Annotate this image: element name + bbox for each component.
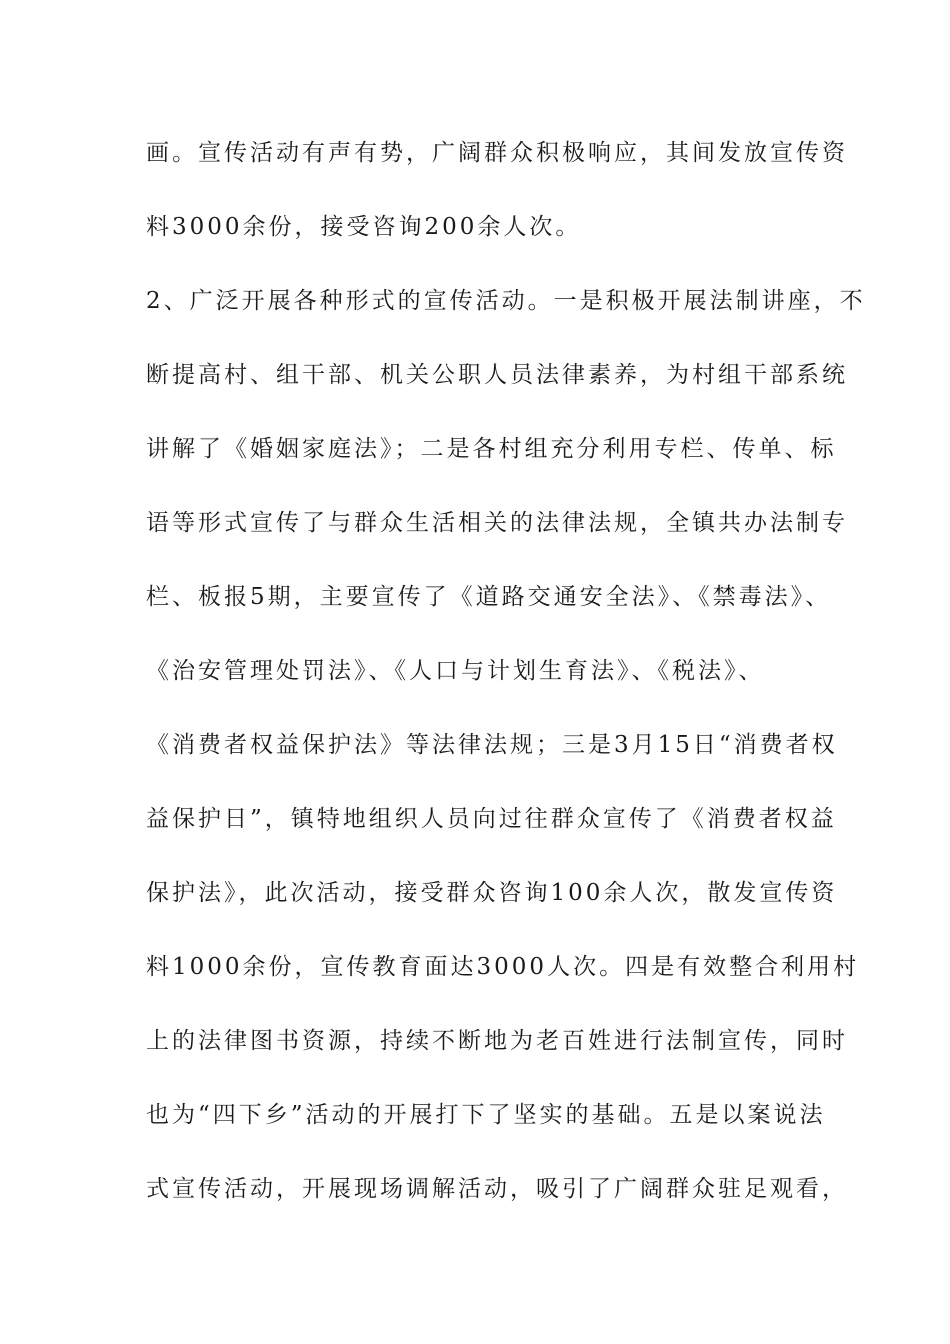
text-line: 上的法律图书资源，持续不断地为老百姓进行法制宣传，同时 xyxy=(146,1028,848,1054)
text-line: 2、广泛开展各种形式的宣传活动。一是积极开展法制讲座，不 xyxy=(146,288,866,314)
text-line: 《治安管理处罚法》、《人口与计划生育法》、《税法》、 xyxy=(146,658,765,684)
text-line: 益保护日”，镇特地组织人员向过往群众宣传了《消费者权益 xyxy=(146,806,837,832)
text-line: 《消费者权益保护法》等法律法规；三是3月15日“消费者权 xyxy=(146,732,838,758)
text-line: 画。宣传活动有声有势，广阔群众积极响应，其间发放宣传资 xyxy=(146,140,848,166)
text-line: 语等形式宣传了与群众生活相关的法律法规，全镇共办法制专 xyxy=(146,510,848,536)
text-line: 料1000余份，宣传教育面达3000人次。四是有效整合利用村 xyxy=(146,954,860,980)
text-line: 式宣传活动，开展现场调解活动，吸引了广阔群众驻足观看， xyxy=(146,1176,848,1202)
body-text xyxy=(146,130,866,1240)
text-line: 料3000余份，接受咨询200余人次。 xyxy=(146,214,582,240)
text-line: 也为“四下乡”活动的开展打下了坚实的基础。五是以案说法 xyxy=(146,1102,826,1128)
text-line: 保护法》，此次活动，接受群众咨询100余人次，散发宣传资 xyxy=(146,880,838,906)
text-line: 断提高村、组干部、机关公职人员法律素养，为村组干部系统 xyxy=(146,362,848,388)
text-line: 栏、板报5期，主要宣传了《道路交通安全法》、《禁毒法》、 xyxy=(146,584,832,610)
text-line: 讲解了《婚姻家庭法》；二是各村组充分利用专栏、传单、标 xyxy=(146,436,837,462)
